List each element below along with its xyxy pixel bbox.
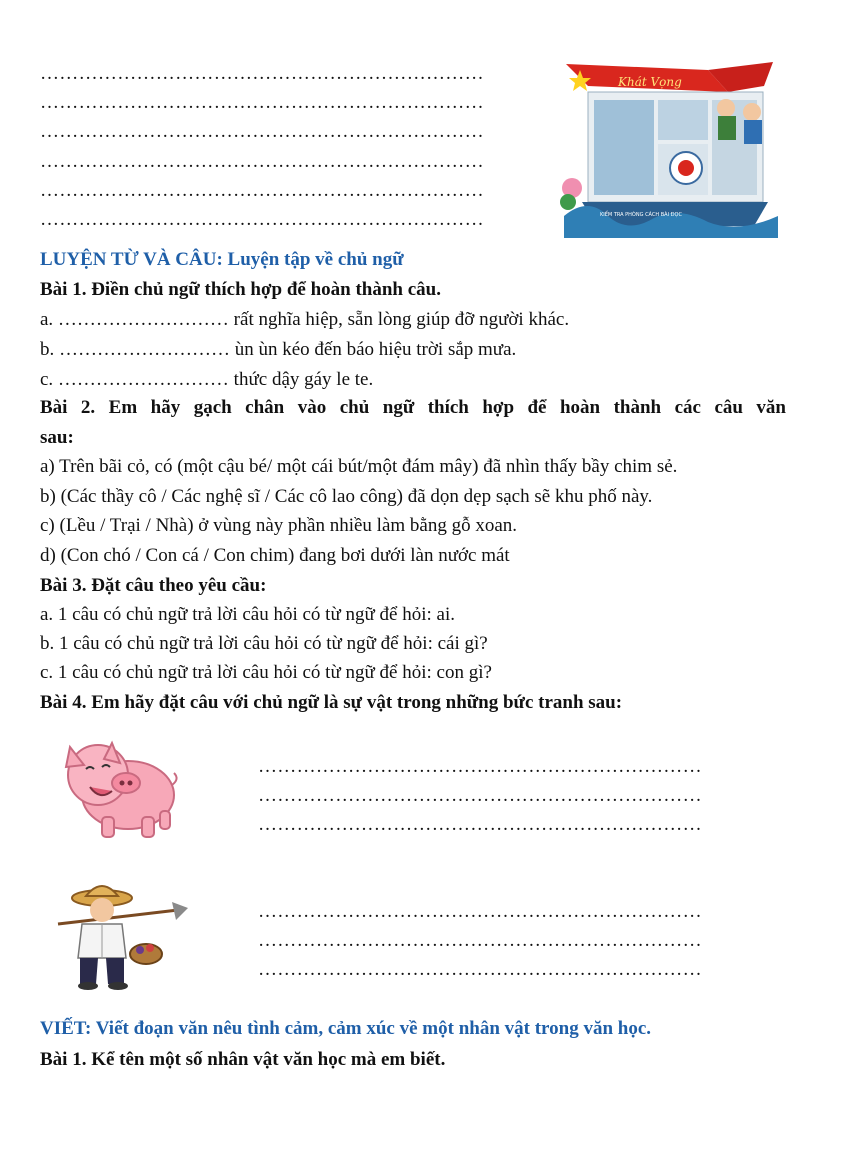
writing-line: …………………………………………………………… [40,121,484,142]
exercise-4-title: Bài 4. Em hãy đặt câu với chủ ngữ là sự vật trong những bức tranh sau: [40,692,623,713]
exercise-1-item: b. ……………………… ùn ùn kéo đến báo hiệu trời sắp mưa. [40,339,517,360]
writing-line: …………………………………………………………… [40,180,484,201]
exercise-1-item: a. ……………………… rất nghĩa hiệp, sẵn lòng giúp đỡ người khác. [40,309,570,330]
writing-line: …………………………………………………………… [40,92,484,113]
writing-line: …………………………………………………………… [40,209,484,230]
exercise-2-item: b) (Các thầy cô / Các nghệ sĩ / Các cô lao công) đã dọn dẹp sạch sẽ khu phố này. [40,486,653,507]
writing-line: …………………………………………………………… [258,814,702,835]
exercise-3-title: Bài 3. Đặt câu theo yêu cầu: [40,575,267,596]
writing-line: …………………………………………………………… [258,756,702,777]
poster-banner: KIỂM TRA PHÒNG CÁCH BÀI ĐỌC [600,212,682,218]
exercise-3-item: c. 1 câu có chủ ngữ trả lời câu hỏi có từ ngữ để hỏi: con gì? [40,662,492,683]
writing-line: …………………………………………………………… [40,151,484,172]
exercise-3-item: b. 1 câu có chủ ngữ trả lời câu hỏi có từ ngữ để hỏi: cái gì? [40,633,488,654]
writing-line: …………………………………………………………… [40,63,484,84]
exercise-2-item: d) (Con chó / Con cá / Con chim) đang bơi dưới làn nước mát [40,545,510,566]
farmer-illustration-icon [50,880,190,992]
poster-illustration-icon [558,56,784,238]
writing-line: …………………………………………………………… [258,930,702,951]
exercise-2-item: c) (Lều / Trại / Nhà) ở vùng này phần nhiều làm bằng gỗ xoan. [40,515,518,536]
writing-line: …………………………………………………………… [258,959,702,980]
pig-illustration-icon [50,735,180,841]
section-heading-viet: VIẾT: Viết đoạn văn nêu tình cảm, cảm xúc về một nhân vật trong văn học. [40,1018,652,1039]
exercise-1-title: Bài 1. Điền chủ ngữ thích hợp để hoàn thành câu. [40,279,441,300]
poster-title: Khát Vọng [618,75,682,89]
exercise-1-item: c. ……………………… thức dậy gáy le te. [40,369,374,390]
writing-exercise-1-title: Bài 1. Kể tên một số nhân vật văn học mà em biết. [40,1049,446,1070]
exercise-2-item: a) Trên bãi cỏ, có (một cậu bé/ một cái bút/một đám mây) đã nhìn thấy bầy chim sẻ. [40,456,678,477]
section-heading-ltvc: LUYỆN TỪ VÀ CÂU: Luyện tập về chủ ngữ [40,249,404,270]
exercise-2-title-cont: sau: [40,427,74,448]
exercise-3-item: a. 1 câu có chủ ngữ trả lời câu hỏi có từ ngữ để hỏi: ai. [40,604,456,625]
writing-line: …………………………………………………………… [258,901,702,922]
writing-line: …………………………………………………………… [258,785,702,806]
exercise-2-title: Bài 2. Em hãy gạch chân vào chủ ngữ thích hợp để hoàn thành các câu văn [40,397,786,418]
